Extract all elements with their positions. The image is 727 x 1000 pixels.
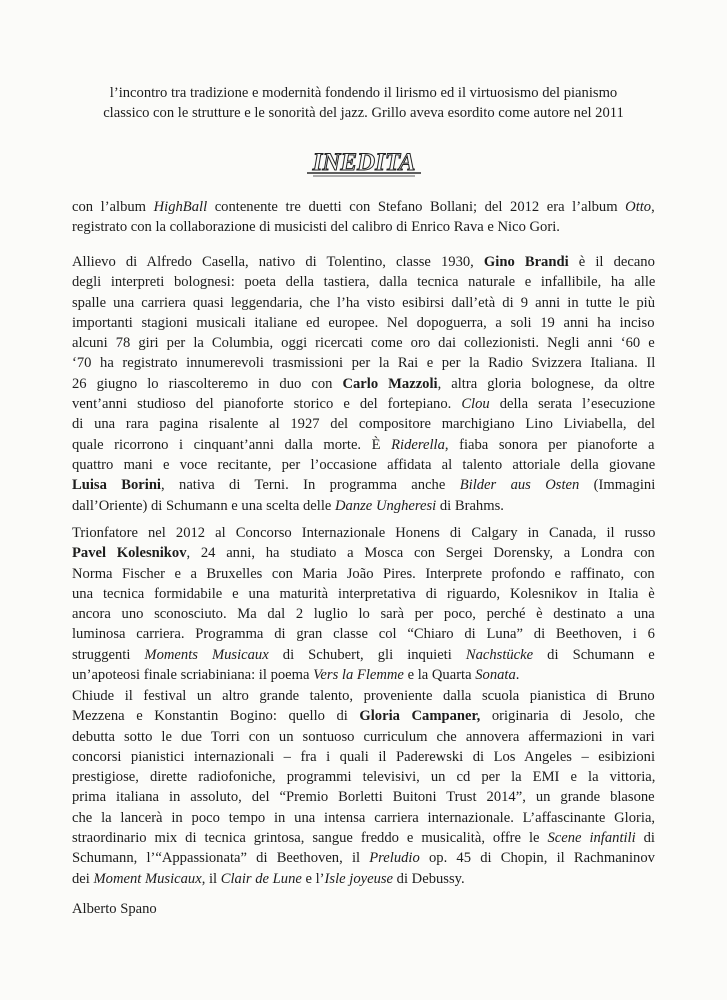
text-line: prima italiana in assoluto, del “Premio Borletti Buitoni Trust 2014”, un grande blasone xyxy=(72,789,655,806)
text-line: un’apoteosi finale scriabiniana: il poema Vers la Flemme e la Quarta Sonata. xyxy=(72,667,520,684)
text-line: quattro mani e voce recitante, per l’occasione affidata al talento attoriale della giovane xyxy=(72,456,656,473)
text-line: classico con le strutture e le sonorità del jazz. Grillo aveva esordito come autore nel 2011 xyxy=(103,105,624,122)
text-line: luminosa carriera. Programma di gran classe col “Chiaro di Luna” di Beethoven, i 6 xyxy=(72,626,655,643)
text-line: di una rara pagina risalente al 1927 del compositore marchigiano Lino Liviabella, del xyxy=(72,416,656,433)
intro-paragraph xyxy=(72,83,655,124)
text-line: Norma Fischer e a Bruxelles con Maria João Pires. Interprete profondo e raffinato, con xyxy=(72,565,655,582)
text-line: vent’anni studioso del pianoforte storico e del fortepiano. Clou della serata l’esecuzione xyxy=(72,396,656,413)
text-line: Allievo di Alfredo Casella, nativo di Tolentino, classe 1930, Gino Brandi è il decano xyxy=(72,254,655,270)
text-line: prestigiose, dirette radiofoniche, programmi televisivi, un cd per la EMI e la vittoria, xyxy=(72,769,656,786)
text-line: 26 giugno lo riascolteremo in duo con Carlo Mazzoli, altra gloria bolognese, da oltre xyxy=(72,375,655,392)
text-line: registrato con la collaborazione di musicisti del calibro di Enrico Rava e Nico Gori. xyxy=(72,219,560,236)
inedita-logo-image xyxy=(299,143,429,183)
text-line: Luisa Borini, nativa di Terni. In programma anche Bilder aus Osten (Immagini xyxy=(72,477,656,494)
inedita-logo-text: INEDITA xyxy=(312,149,415,176)
text-line: ‘70 ha registrato innumerevoli trasmissioni per la Rai e per la Radio Svizzera Italiana. Il xyxy=(72,355,656,372)
paragraph-pavel-kolesnikov xyxy=(72,523,655,685)
text-line: struggenti Moments Musicaux di Schubert, gli inquieti Nachstücke di Schumann e xyxy=(72,646,655,663)
text-line: Chiude il festival un altro grande talento, proveniente dalla scuola pianistica di Bruno xyxy=(72,688,655,704)
paragraph-gloria-campaner xyxy=(72,686,655,889)
signature xyxy=(72,899,655,919)
text-line: con l’album HighBall contenente tre duetti con Stefano Bollani; del 2012 era l’album Otto, xyxy=(72,199,655,215)
text-line: Trionfatore nel 2012 al Concorso Internazionale Honens di Calgary in Canada, il russo xyxy=(72,525,656,541)
inedita-logo xyxy=(0,143,727,183)
text-line: importanti stagioni musicali italiane ed europee. Nel dopoguerra, a soli 19 anni ha inciso xyxy=(72,314,655,331)
text-line: alcuni 78 giri per la Columbia, oggi ricercati come oro dai collezionisti. Negli anni ‘60 e xyxy=(72,335,655,352)
text-line: debutta sotto le due Torri con un sontuoso curriculum che annovera affermazioni in vari xyxy=(72,728,655,745)
text-line: Pavel Kolesnikov, 24 anni, ha studiato a Mosca con Sergei Dorensky, a Londra con xyxy=(72,545,655,562)
text-line: una tecnica formidabile e una maturità interpretativa di riguardo, Kolesnikov in Italia è xyxy=(72,585,655,602)
text-line: degli interpreti bolognesi: poeta della tastiera, dalla tecnica naturale e infallibile, ha alle xyxy=(72,274,656,291)
text-line: Mezzena e Konstantin Bogino: quello di Gloria Campaner, originaria di Jesolo, che xyxy=(72,708,655,725)
text-line: ancora uno sconosciuto. Ma dal 2 luglio lo sarà per poco, perché è destinato a una xyxy=(72,606,655,623)
text-line: Schumann, l’“Appassionata” di Beethoven, il Preludio op. 45 di Chopin, il Rachmaninov xyxy=(72,850,655,867)
text-line: dall’Oriente) di Schumann e una scelta delle Danze Ungheresi di Brahms. xyxy=(72,497,504,514)
text-line: concorsi pianistici internazionali – fra i quali il Paderewski di Los Angeles – esibizioni xyxy=(72,748,656,765)
paragraph-hightball xyxy=(72,197,655,238)
text-line: che la lancerà in poco tempo in una intensa carriera internazionale. L’affascinante Gloria, xyxy=(72,809,656,826)
author-name: Alberto Spano xyxy=(72,901,157,917)
text-line: spalle una carriera quasi leggendaria, che l’ha visto esibirsi dall’età di 9 anni in tutte le più xyxy=(72,294,656,311)
text-line: dei Moment Musicaux, il Clair de Lune e l’Isle joyeuse di Debussy. xyxy=(72,870,465,887)
text-line: straordinario mix di tecnica grintosa, sangue freddo e musicalità, offre le Scene infantili di xyxy=(72,830,655,847)
text-line: quale ricorrono i cinquant’anni dalla morte. È Riderella, fiaba sonora per pianoforte a xyxy=(72,436,655,453)
paragraph-gino-brandi xyxy=(72,252,655,516)
text-line: l’incontro tra tradizione e modernità fondendo il lirismo ed il virtuosismo del pianismo xyxy=(109,85,618,101)
